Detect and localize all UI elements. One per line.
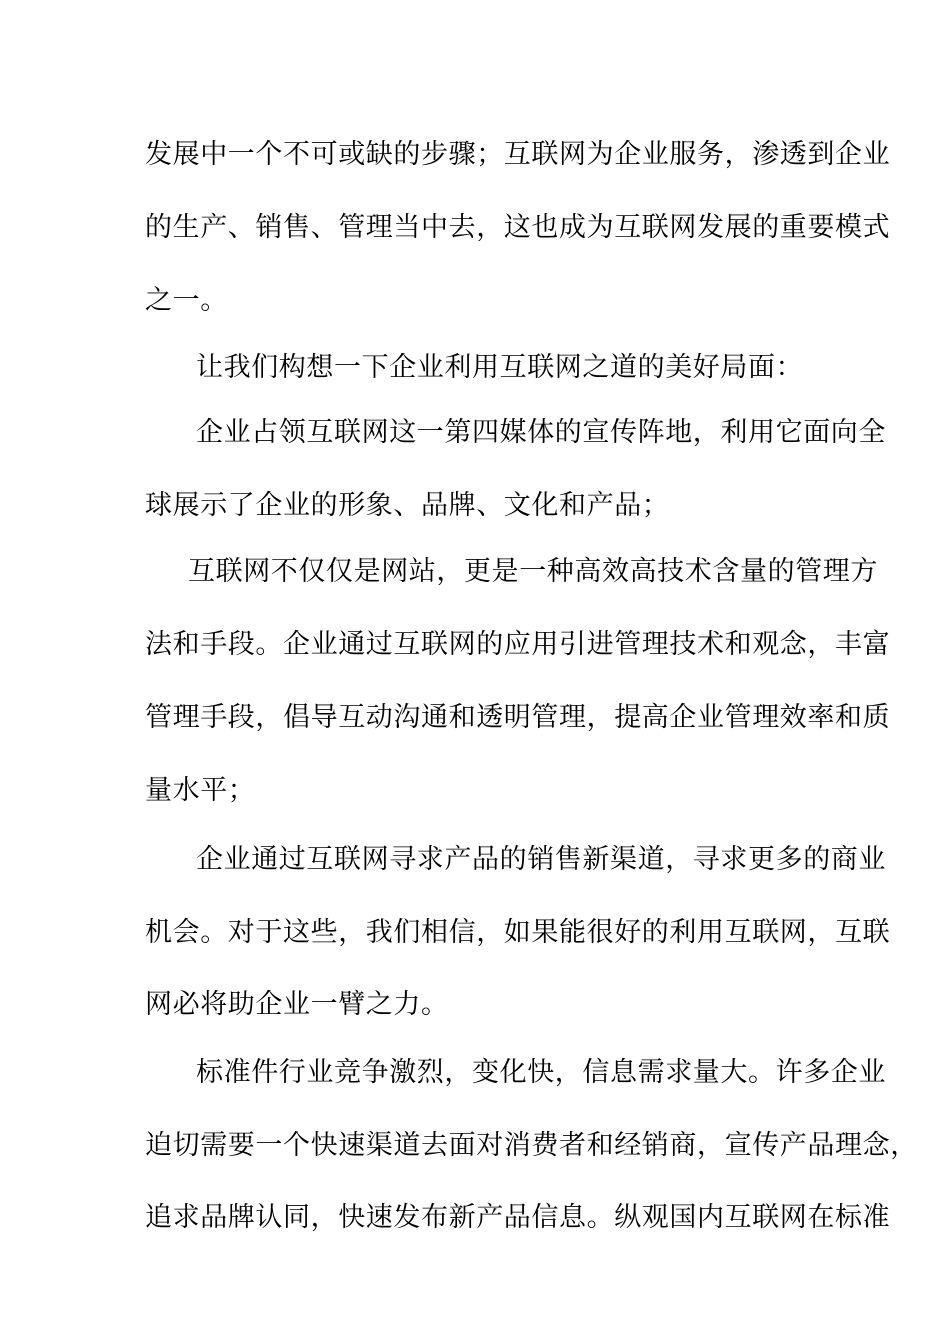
- text-line: 球展示了企业的形象、品牌、文化和产品；: [145, 490, 670, 521]
- text-line: 追求品牌认同，快速发布新产品信息。纵观国内互联网在标准: [145, 1202, 891, 1233]
- text-line: 发展中一个不可或缺的步骤；互联网为企业服务，渗透到企业: [145, 139, 891, 170]
- text-line: 管理手段，倡导互动沟通和透明管理，提高企业管理效率和质: [145, 702, 891, 733]
- text-line: 的生产、销售、管理当中去，这也成为互联网发展的重要模式: [145, 212, 891, 243]
- text-line: 标准件行业竞争激烈，变化快，信息需求量大。许多企业: [196, 1057, 886, 1088]
- text-line: 机会。对于这些，我们相信，如果能很好的利用互联网，互联: [145, 917, 891, 948]
- text-line: 迫切需要一个快速渠道去面对消费者和经销商，宣传产品理念，: [145, 1130, 918, 1161]
- text-line: 企业通过互联网寻求产品的销售新渠道，寻求更多的商业: [196, 844, 886, 875]
- text-line: 法和手段。企业通过互联网的应用引进管理技术和观念，丰富: [145, 629, 891, 660]
- text-line: 之一。: [145, 285, 228, 316]
- text-line: 让我们构想一下企业利用互联网之道的美好局面：: [196, 352, 804, 383]
- text-line: 企业占领互联网这一第四媒体的宣传阵地，利用它面向全: [196, 417, 886, 448]
- text-line: 网必将助企业一臂之力。: [145, 989, 449, 1020]
- text-line: 互联网不仅仅是网站，更是一种高效高技术含量的管理方: [188, 556, 878, 587]
- text-line: 量水平；: [145, 775, 256, 806]
